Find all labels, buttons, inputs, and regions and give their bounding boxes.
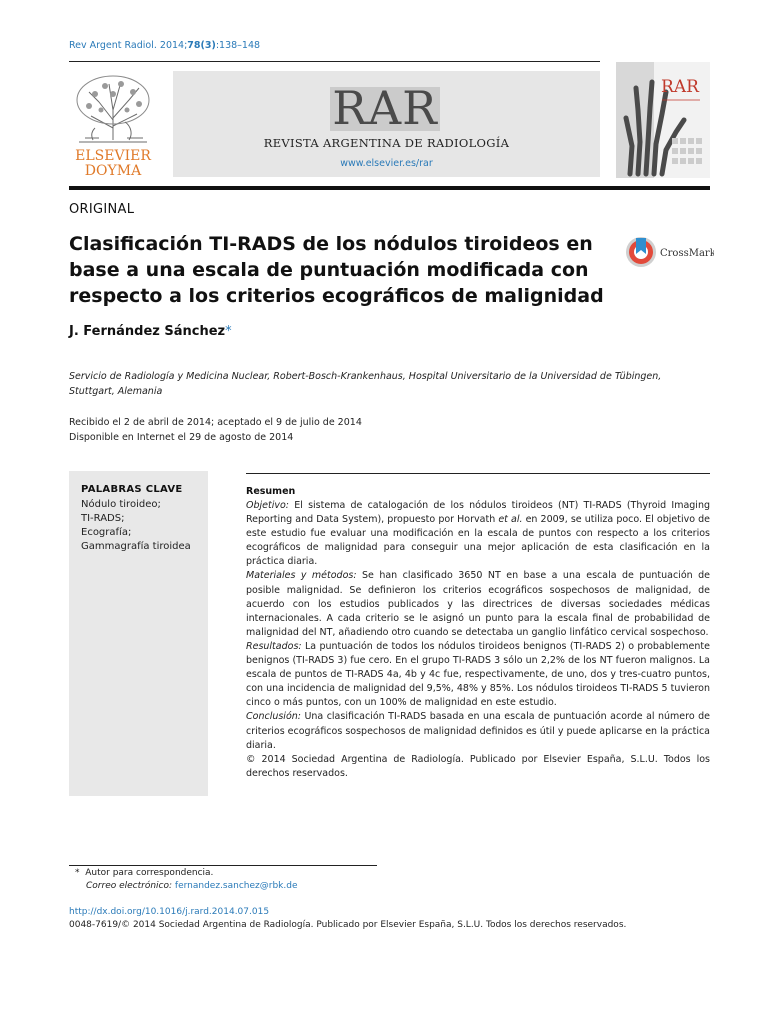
author-name: J. Fernández Sánchez bbox=[69, 324, 226, 339]
keyword-item: Ecografía; bbox=[81, 527, 132, 538]
journal-name: REVISTA ARGENTINA DE RADIOLOGÍA bbox=[263, 136, 510, 150]
keyword-item: Gammagrafía tiroidea bbox=[81, 541, 191, 552]
article-title: Clasificación TI-RADS de los nódulos tiroideos en base a una escala de puntuación modificada con respecto a los criterios ecográficos de malignidad bbox=[69, 233, 604, 307]
journal-cover-thumbnail bbox=[616, 62, 710, 178]
abstract-body bbox=[246, 499, 710, 781]
author-footnote-mark[interactable]: * bbox=[225, 324, 232, 339]
header-rule bbox=[69, 61, 600, 62]
keyword-item: Nódulo tiroideo; bbox=[81, 499, 161, 510]
abstract-copyright: © 2014 Sociedad Argentina de Radiología. Publicado por Elsevier España, S.L.U. Todos los derechos reservados. bbox=[246, 753, 710, 779]
author-affiliation: Servicio de Radiología y Medicina Nuclear, Robert-Bosch-Krankenhaus, Hospital Universitario de la Universidad de Tübingen, Stuttgart, Alemania bbox=[69, 371, 662, 397]
keywords-title: PALABRAS CLAVE bbox=[81, 484, 183, 495]
abstract-results: Resultados: La puntuación de todos los nódulos tiroideos benignos (TI-RADS 2) o probablemente benignos (TI-RADS 3) fue cero. En el grupo TI-RADS 3 sólo un 2,2% de los NT fueron malignos. La escala de puntos de TI-RADS 4a, 4b y 4c fue, respectivamente, de uno, dos y tres-cuatro puntos, con una incidencia de malignidad del 9,5%, 48% y 85%. Los nódulos tiroideos TI-RADS 5 tuvieron cinco o más puntos, con un 100% de malignidad en este estudio. bbox=[246, 640, 710, 709]
article-section: ORIGINAL bbox=[69, 202, 135, 217]
abstract-rule bbox=[246, 473, 710, 474]
crossmark-label: CrossMark bbox=[660, 248, 714, 259]
footnote-correspondence: * Autor para correspondencia. bbox=[75, 868, 214, 878]
abstract-conclusion: Conclusión: Una clasificación TI-RADS basada en una escala de puntuación acorde al número de criterios ecográficos sospechosos de malignidad definidos es útil y puede aplicarse en la práctica diaria. bbox=[246, 711, 710, 751]
keyword-item: TI-RADS; bbox=[81, 513, 125, 524]
elsevier-logo bbox=[69, 70, 157, 178]
received-date: Recibido el 2 de abril de 2014; aceptado el 9 de julio de 2014 bbox=[69, 417, 362, 428]
journal-url-link[interactable]: www.elsevier.es/rar bbox=[340, 158, 433, 169]
online-date: Disponible en Internet el 29 de agosto de 2014 bbox=[69, 432, 294, 443]
publisher-name-line2: DOYMA bbox=[84, 163, 142, 178]
footnote-email: Correo electrónico: fernandez.sanchez@rbk.de bbox=[86, 881, 298, 891]
article-dates bbox=[69, 415, 362, 445]
email-link[interactable]: fernandez.sanchez@rbk.de bbox=[174, 881, 298, 891]
abstract-methods: Materiales y métodos: Se han clasificado 3650 NT en base a una escala de puntuación de posible malignidad. Se definieron los criterios ecográficos sospechosos de malignidad, de acuerdo con los estudios publicados y las directrices de diversas sociedades médicas internacionales. A cada criterio se le asignó un punto para la escala final de probabilidad de malignidad del NT, añadiendo otro cuando se detectaba un ganglio linfático cervical sospechoso. bbox=[246, 570, 710, 638]
journal-logo: RAR bbox=[332, 81, 438, 135]
footer-copyright: 0048-7619/© 2014 Sociedad Argentina de Radiología. Publicado por Elsevier España, S.L.U. Todos los derechos reservados. bbox=[69, 920, 627, 930]
header-thick-rule bbox=[69, 186, 710, 190]
crossmark-button[interactable] bbox=[624, 234, 714, 270]
article-author bbox=[69, 324, 232, 339]
journal-citation: Rev Argent Radiol. 2014;78(3):138–148 bbox=[69, 40, 261, 51]
crossmark-icon bbox=[624, 234, 714, 270]
publisher-name-line1: ELSEVIER bbox=[75, 148, 151, 164]
abstract-heading: Resumen bbox=[246, 486, 296, 497]
abstract-objective: Objetivo: El sistema de catalogación de los nódulos tiroideos (NT) TI-RADS (Thyroid Imaging Reporting and Data System), propuesto por Horvath et al. en 2009, se utiliza poco. El objetivo de este estudio fue evaluar una modificación en la escala de puntos con respecto a los criterios ecográficos de malignidad para conseguir una mejor aplicación de esta clasificación en la práctica diaria. bbox=[246, 500, 710, 568]
cover-title: RAR bbox=[661, 77, 699, 97]
doi-link[interactable]: http://dx.doi.org/10.1016/j.rard.2014.07.015 bbox=[69, 907, 270, 917]
footnote-rule bbox=[69, 865, 377, 866]
